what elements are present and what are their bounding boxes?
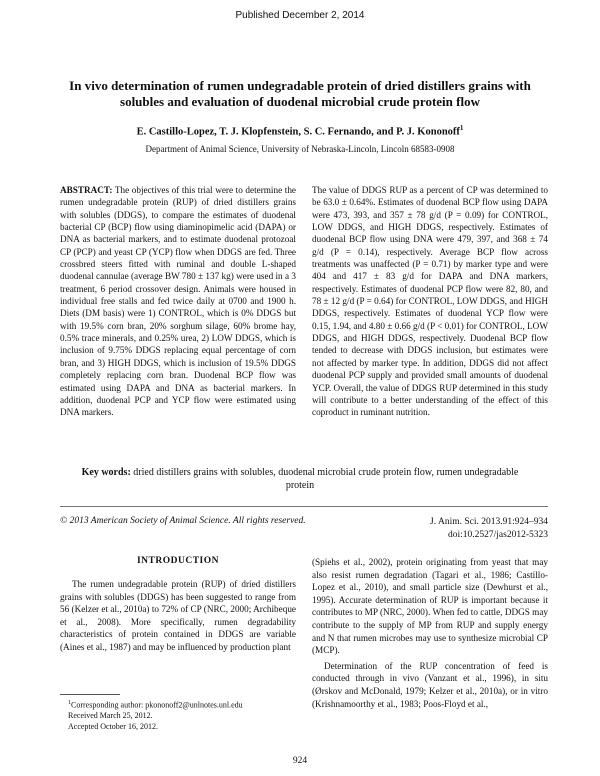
corresponding-author-note [60,698,296,711]
introduction-paragraph: Determination of the RUP concentration of feed is conducted through in vivo (Vanzant et al., 1996), in situ (Ørskov and McDonald, 1979; Kelzer et al., 2010a), or in vitro (Krishnamoorthy et al., 1983; Poos-Floyd et al., [312,660,548,709]
abstract-left-text: The objectives of this trial were to determine the rumen undegradable protein (RUP) of dried distillers grains with solubles (DDGS), to compare the estimates of duodenal bacterial CP (BCP) flow using diaminopimelic acid (DAPA) or DNA as bacterial markers, and to estimate duodenal protozoal CP (PCP) and yeast CP (YCP) flow when DDGS are fed. Three crossbred steers fitted with ruminal and double L-shaped duodenal cannulae (average BW 780 ± 137 kg) were used in a 3 treatment, 6 period crossover design. Animals were housed in individual free stalls and fed twice daily at 0700 and 1900 h. Diets (DM basis) were 1) CONTROL, which is 0% DDGS but with 19.5% corn bran, 20% sorghum silage, 60% brome hay, 0.5% trace minerals, and 0.25% urea, 2) LOW DDGS, which is inclusion of 9.75% DDGS replacing equal percentage of corn bran, and 3) HIGH DDGS, which is inclusion of 19.5% DDGS completely replacing corn bran. Duodenal BCP flow was estimated using DAPA and DNA as bacterial markers. In addition, duodenal PCP and YCP flow were estimated using DNA markers. [60,185,296,418]
footnote-marker: 1 [68,700,71,706]
introduction-heading: INTRODUCTION [136,556,219,566]
abstract-right-text: The value of DDGS RUP as a percent of CP was determined to be 63.0 ± 0.64%. Estimates of duodenal BCP flow using DAPA were 473, 393, and 357 ± 78 g/d (P = 0.09) for CONTROL, LOW DDGS, and HIGH DDGS, respectively. Estimates of duodenal BCP flow using DNA were 479, 397, and 368 ± 74 g/d (P = 0.14), respectively. Average BCP flow across treatments was unaffected (P = 0.71) by marker type and were 404 and 417 ± 83 g/d for DAPA and DNA markers, respectively. Estimates of duodenal PCP flow were 82, 80, and 78 ± 12 g/d (P = 0.64) for CONTROL, LOW DDGS, and HIGH DDGS, respectively. Estimates of duodenal YCP flow were 0.15, 1.94, and 4.80 ± 0.66 g/d (P < 0.01) for CONTROL, LOW DDGS, and HIGH DDGS, respectively. Duodenal BCP flow tended to decrease with DDGS inclusion, but estimates were not affected by marker type. In addition, DDGS did not affect duodenal PCP supply and provided small amounts of duodenal YCP. Overall, the value of DDGS RUP determined in this study will contribute to a better understanding of the effect of this coproduct in ruminant nutrition. [312,185,548,418]
abstract-label: ABSTRACT: [60,185,113,195]
introduction-left-text: The rumen undegradable protein (RUP) of dried distillers grains with solubles (DDGS) has been suggested to range from 56 (Kelzer et al., 2010a) to 72% of CP (NRC, 2000; Archibeque et al., 2008). More specifically, rumen degradability characteristics of protein contained in DDGS are variable (Aines et al., 1987) and may be influenced by production plant [60,579,296,652]
accepted-date: Accepted October 16, 2012. [68,721,158,731]
corresponding-author-text: Corresponding author: pkononoff2@unlnotes.unl.edu [71,700,243,710]
received-date: Received March 25, 2012. [68,711,153,721]
keywords-label: Key words: [81,467,131,478]
author-list [60,124,540,138]
keywords-text: dried distillers grains with solubles, duodenal microbial crude protein flow, rumen undegradable protein [133,467,519,491]
journal-citation [330,516,548,542]
paper-title: In vivo determination of rumen undegradable protein of dried distillers grains with solubles and evaluation of duodenal microbial crude protein flow [69,78,531,109]
footnote [60,698,296,732]
page-number: 924 [292,756,308,766]
introduction-paragraph: (Spiehs et al., 2002), protein originating from yeast that may also resist rumen degradation (Tagari et al., 1986; Castillo-Lopez et al., 2010), and small particle size (Dewhurst et al., 1995). Accurate determination of RUP is important because it contributes to MP (NRC, 2000). When fed to cattle, DDGS may contribute to the supply of MP from RUP and supply energy and N that rumen microbes may use to synthesize microbial CP (MCP). [312,557,548,656]
abstract-right-column [312,184,548,419]
authors-text: E. Castillo-Lopez, T. J. Klopfenstein, S. C. Fernando, and P. J. Kononoff [136,126,460,138]
journal-reference: J. Anim. Sci. 2013.91:924–934 [430,517,548,527]
introduction-right-column [312,556,548,710]
copyright-notice: © 2013 American Society of Animal Science. All rights reserved. [60,516,306,526]
doi-link[interactable]: doi:10.2527/jas2012-5323 [447,530,548,540]
keywords [80,466,520,492]
author-footnote-marker: 1 [459,124,464,132]
affiliation: Department of Animal Science, University of Nebraska-Lincoln, Lincoln 68583-0908 [145,144,455,154]
abstract-left-column [60,184,296,419]
footnote-divider [60,694,120,695]
published-date: Published December 2, 2014 [235,10,365,21]
section-divider [60,506,548,507]
